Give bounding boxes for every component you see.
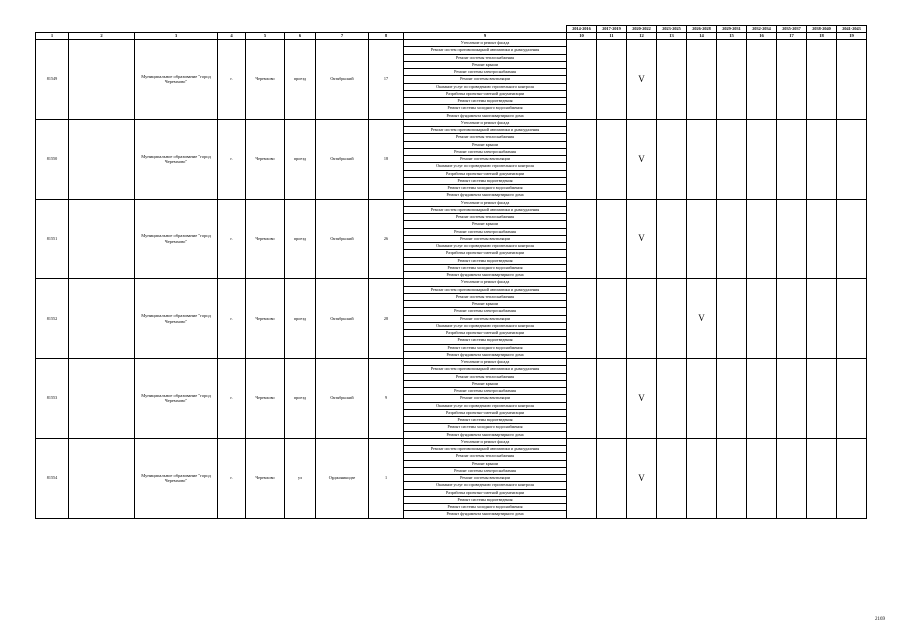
period-cell <box>597 279 627 359</box>
work-type-cell: Ремонт системы теплоснабжения <box>404 373 567 380</box>
period-cell <box>567 40 597 120</box>
header-blank-cell <box>135 26 218 33</box>
work-type-cell: Ремонт систем противопожарной автоматики и дымоудаления <box>404 446 567 453</box>
period-cell <box>657 199 687 279</box>
work-type-cell: Ремонт систем противопожарной автоматики и дымоудаления <box>404 127 567 134</box>
work-type-cell: Ремонт крыши <box>404 301 567 308</box>
period-cell <box>717 199 747 279</box>
period-cell <box>807 199 837 279</box>
work-type-cell: Ремонт крыши <box>404 460 567 467</box>
period-cell <box>717 359 747 439</box>
column-number-cell: 10 <box>567 33 597 40</box>
work-type-cell: Разработка проектно-сметной документации <box>404 170 567 177</box>
period-cell <box>747 40 777 120</box>
column-number-cell: 9 <box>404 33 567 40</box>
period-cell <box>597 119 627 199</box>
column-number-cell: 19 <box>837 33 867 40</box>
work-type-cell: Ремонт систем противопожарной автоматики и дымоудаления <box>404 47 567 54</box>
period-cell <box>687 40 717 120</box>
work-type-cell: Ремонт системы электроснабжения <box>404 467 567 474</box>
column-number-cell: 16 <box>747 33 777 40</box>
street-type-cell: проезд <box>285 359 316 439</box>
work-type-cell: Ремонт системы вентиляции <box>404 475 567 482</box>
house-number-cell: 1 <box>369 438 404 518</box>
column-number-cell: 15 <box>717 33 747 40</box>
work-type-cell: Ремонт системы водоотведения <box>404 257 567 264</box>
work-type-cell: Ремонт системы холодного водоснабжения <box>404 264 567 271</box>
house-id-cell: 81552 <box>36 279 69 359</box>
period-mark-cell: V <box>627 199 657 279</box>
period-cell <box>597 438 627 518</box>
work-type-cell: Ремонт системы электроснабжения <box>404 148 567 155</box>
column-number-cell: 11 <box>597 33 627 40</box>
page-number: 2169 <box>875 617 885 622</box>
header-blank-cell <box>69 26 135 33</box>
settlement-type-cell: г. <box>218 199 246 279</box>
work-type-cell: Ремонт фундамента многоквартирного дома <box>404 192 567 199</box>
work-type-cell: Ремонт системы теплоснабжения <box>404 54 567 61</box>
work-type-cell: Ремонт системы теплоснабжения <box>404 293 567 300</box>
house-id-cell: 81549 <box>36 40 69 120</box>
work-type-cell: Ремонт системы холодного водоснабжения <box>404 344 567 351</box>
period-cell <box>837 359 867 439</box>
period-header-cell: 2038-2040 <box>807 26 837 33</box>
municipality-cell: Муниципальное образование "город Черемхово" <box>135 119 218 199</box>
period-cell <box>687 119 717 199</box>
work-type-cell: Оказание услуг по проведению строительного контроля <box>404 322 567 329</box>
period-cell <box>807 119 837 199</box>
period-header-cell: 2026-2028 <box>687 26 717 33</box>
work-type-cell: Оказание услуг по проведению строительного контроля <box>404 83 567 90</box>
street-cell: Октябрьский <box>316 199 369 279</box>
work-type-cell: Ремонт системы теплоснабжения <box>404 134 567 141</box>
work-type-cell: Ремонт фундамента многоквартирного дома <box>404 112 567 119</box>
period-cell <box>717 279 747 359</box>
empty-cell <box>69 119 135 199</box>
period-header-row <box>36 26 867 33</box>
house-id-cell: 81551 <box>36 199 69 279</box>
period-mark-cell: V <box>627 119 657 199</box>
column-number-cell: 13 <box>657 33 687 40</box>
street-type-cell: проезд <box>285 119 316 199</box>
settlement-cell: Черемхово <box>246 359 285 439</box>
work-type-cell: Ремонт системы водоотведения <box>404 496 567 503</box>
register-sheet <box>35 25 867 519</box>
work-type-cell: Ремонт фундамента многоквартирного дома <box>404 351 567 358</box>
settlement-type-cell: г. <box>218 279 246 359</box>
work-type-cell: Ремонт системы холодного водоснабжения <box>404 424 567 431</box>
period-cell <box>747 119 777 199</box>
header-blank-cell <box>285 26 316 33</box>
column-number-cell: 17 <box>777 33 807 40</box>
work-type-cell: Ремонт системы вентиляции <box>404 315 567 322</box>
period-cell <box>717 438 747 518</box>
municipality-cell: Муниципальное образование "город Черемхово" <box>135 438 218 518</box>
street-type-cell: проезд <box>285 199 316 279</box>
street-type-cell: проезд <box>285 40 316 120</box>
work-type-cell: Ремонт крыши <box>404 61 567 68</box>
municipality-cell: Муниципальное образование "город Черемхово" <box>135 359 218 439</box>
settlement-type-cell: г. <box>218 40 246 120</box>
period-cell <box>837 40 867 120</box>
period-cell <box>777 279 807 359</box>
work-type-cell: Ремонт системы электроснабжения <box>404 69 567 76</box>
street-type-cell: ул <box>285 438 316 518</box>
period-cell <box>837 199 867 279</box>
period-mark-cell: V <box>687 279 717 359</box>
empty-cell <box>69 40 135 120</box>
period-cell <box>777 40 807 120</box>
period-cell <box>747 279 777 359</box>
work-type-cell: Утепление и ремонт фасада <box>404 359 567 366</box>
period-cell <box>807 359 837 439</box>
header-blank-cell <box>369 26 404 33</box>
period-cell <box>567 199 597 279</box>
period-cell <box>837 279 867 359</box>
period-header-cell: 2020-2022 <box>627 26 657 33</box>
column-number-cell: 3 <box>135 33 218 40</box>
work-type-cell: Утепление и ремонт фасада <box>404 40 567 47</box>
table-row <box>36 119 867 126</box>
work-type-cell: Ремонт систем противопожарной автоматики и дымоудаления <box>404 206 567 213</box>
street-cell: Октябрьский <box>316 279 369 359</box>
empty-cell <box>69 359 135 439</box>
header-blank-cell <box>36 26 69 33</box>
period-mark-cell: V <box>627 359 657 439</box>
settlement-cell: Черемхово <box>246 438 285 518</box>
work-type-cell: Ремонт системы холодного водоснабжения <box>404 185 567 192</box>
house-number-cell: 18 <box>369 119 404 199</box>
column-number-cell: 12 <box>627 33 657 40</box>
work-type-cell: Ремонт системы водоотведения <box>404 417 567 424</box>
period-cell <box>837 438 867 518</box>
period-cell <box>567 438 597 518</box>
period-cell <box>597 199 627 279</box>
work-type-cell: Оказание услуг по проведению строительного контроля <box>404 482 567 489</box>
period-cell <box>807 438 837 518</box>
work-type-cell: Ремонт системы электроснабжения <box>404 388 567 395</box>
settlement-cell: Черемхово <box>246 119 285 199</box>
period-cell <box>687 438 717 518</box>
period-cell <box>777 199 807 279</box>
work-type-cell: Ремонт системы вентиляции <box>404 76 567 83</box>
work-type-cell: Ремонт фундамента многоквартирного дома <box>404 272 567 279</box>
period-cell <box>717 40 747 120</box>
work-type-cell: Утепление и ремонт фасада <box>404 199 567 206</box>
column-number-cell: 5 <box>246 33 285 40</box>
house-id-cell: 81554 <box>36 438 69 518</box>
period-cell <box>777 359 807 439</box>
empty-cell <box>69 279 135 359</box>
period-mark-cell: V <box>627 438 657 518</box>
period-cell <box>567 279 597 359</box>
period-cell <box>747 438 777 518</box>
period-cell <box>807 40 837 120</box>
column-number-cell: 18 <box>807 33 837 40</box>
header-blank-cell <box>316 26 369 33</box>
period-cell <box>657 40 687 120</box>
street-cell: Орджоникидзе <box>316 438 369 518</box>
header-blank-cell <box>404 26 567 33</box>
street-cell: Октябрьский <box>316 359 369 439</box>
work-type-cell: Ремонт системы вентиляции <box>404 156 567 163</box>
settlement-cell: Черемхово <box>246 279 285 359</box>
period-cell <box>567 119 597 199</box>
settlement-cell: Черемхово <box>246 199 285 279</box>
empty-cell <box>69 199 135 279</box>
work-type-cell: Оказание услуг по проведению строительного контроля <box>404 163 567 170</box>
street-type-cell: проезд <box>285 279 316 359</box>
column-number-cell: 1 <box>36 33 69 40</box>
work-type-cell: Разработка проектно-сметной документации <box>404 90 567 97</box>
period-cell <box>567 359 597 439</box>
work-type-cell: Разработка проектно-сметной документации <box>404 330 567 337</box>
house-id-cell: 81553 <box>36 359 69 439</box>
period-header-cell: 2041-2043 <box>837 26 867 33</box>
work-type-cell: Ремонт систем противопожарной автоматики и дымоудаления <box>404 286 567 293</box>
period-cell <box>657 119 687 199</box>
period-cell <box>687 199 717 279</box>
work-type-cell: Ремонт системы водоотведения <box>404 98 567 105</box>
period-cell <box>597 359 627 439</box>
table-row <box>36 199 867 206</box>
work-type-cell: Ремонт систем противопожарной автоматики и дымоудаления <box>404 366 567 373</box>
settlement-type-cell: г. <box>218 119 246 199</box>
period-cell <box>597 40 627 120</box>
work-type-cell: Разработка проектно-сметной документации <box>404 250 567 257</box>
work-type-cell: Ремонт системы холодного водоснабжения <box>404 105 567 112</box>
period-header-cell: 2014-2016 <box>567 26 597 33</box>
period-header-cell: 2032-2034 <box>747 26 777 33</box>
house-number-cell: 17 <box>369 40 404 120</box>
settlement-cell: Черемхово <box>246 40 285 120</box>
period-cell <box>627 279 657 359</box>
work-type-cell: Ремонт крыши <box>404 221 567 228</box>
header-blank-cell <box>218 26 246 33</box>
work-type-cell: Утепление и ремонт фасада <box>404 279 567 286</box>
work-type-cell: Ремонт системы водоотведения <box>404 177 567 184</box>
table-row <box>36 359 867 366</box>
period-cell <box>657 279 687 359</box>
header-blank-cell <box>246 26 285 33</box>
table-row <box>36 279 867 286</box>
period-header-cell: 2023-2025 <box>657 26 687 33</box>
work-type-cell: Ремонт системы холодного водоснабжения <box>404 504 567 511</box>
work-type-cell: Ремонт системы электроснабжения <box>404 228 567 235</box>
work-type-cell: Оказание услуг по проведению строительного контроля <box>404 243 567 250</box>
column-number-cell: 2 <box>69 33 135 40</box>
work-type-cell: Ремонт системы электроснабжения <box>404 308 567 315</box>
table-row <box>36 438 867 445</box>
period-cell <box>777 119 807 199</box>
period-cell <box>777 438 807 518</box>
work-type-cell: Ремонт системы вентиляции <box>404 235 567 242</box>
house-number-cell: 26 <box>369 199 404 279</box>
column-number-cell: 8 <box>369 33 404 40</box>
work-type-cell: Утепление и ремонт фасада <box>404 119 567 126</box>
street-cell: Октябрьский <box>316 40 369 120</box>
settlement-type-cell: г. <box>218 359 246 439</box>
period-cell <box>747 359 777 439</box>
house-number-cell: 9 <box>369 359 404 439</box>
capital-repair-table <box>35 25 867 519</box>
period-cell <box>717 119 747 199</box>
municipality-cell: Муниципальное образование "город Черемхово" <box>135 199 218 279</box>
work-type-cell: Ремонт фундамента многоквартирного дома <box>404 431 567 438</box>
work-type-cell: Ремонт системы водоотведения <box>404 337 567 344</box>
table-row <box>36 40 867 47</box>
column-number-cell: 6 <box>285 33 316 40</box>
empty-cell <box>69 438 135 518</box>
house-number-cell: 28 <box>369 279 404 359</box>
municipality-cell: Муниципальное образование "город Черемхово" <box>135 279 218 359</box>
column-number-cell: 14 <box>687 33 717 40</box>
period-cell <box>687 359 717 439</box>
work-type-cell: Ремонт фундамента многоквартирного дома <box>404 511 567 518</box>
period-cell <box>747 199 777 279</box>
work-type-cell: Разработка проектно-сметной документации <box>404 409 567 416</box>
period-cell <box>657 359 687 439</box>
work-type-cell: Оказание услуг по проведению строительного контроля <box>404 402 567 409</box>
work-type-cell: Ремонт системы теплоснабжения <box>404 453 567 460</box>
municipality-cell: Муниципальное образование "город Черемхово" <box>135 40 218 120</box>
settlement-type-cell: г. <box>218 438 246 518</box>
column-number-cell: 4 <box>218 33 246 40</box>
column-number-row <box>36 33 867 40</box>
house-id-cell: 81550 <box>36 119 69 199</box>
period-cell <box>837 119 867 199</box>
period-header-cell: 2029-2031 <box>717 26 747 33</box>
work-type-cell: Ремонт системы вентиляции <box>404 395 567 402</box>
street-cell: Октябрьский <box>316 119 369 199</box>
period-mark-cell: V <box>627 40 657 120</box>
period-header-cell: 2035-2037 <box>777 26 807 33</box>
work-type-cell: Разработка проектно-сметной документации <box>404 489 567 496</box>
column-number-cell: 7 <box>316 33 369 40</box>
work-type-cell: Ремонт системы теплоснабжения <box>404 214 567 221</box>
period-cell <box>657 438 687 518</box>
period-cell <box>807 279 837 359</box>
work-type-cell: Ремонт крыши <box>404 141 567 148</box>
work-type-cell: Утепление и ремонт фасада <box>404 438 567 445</box>
work-type-cell: Ремонт крыши <box>404 380 567 387</box>
period-header-cell: 2017-2019 <box>597 26 627 33</box>
